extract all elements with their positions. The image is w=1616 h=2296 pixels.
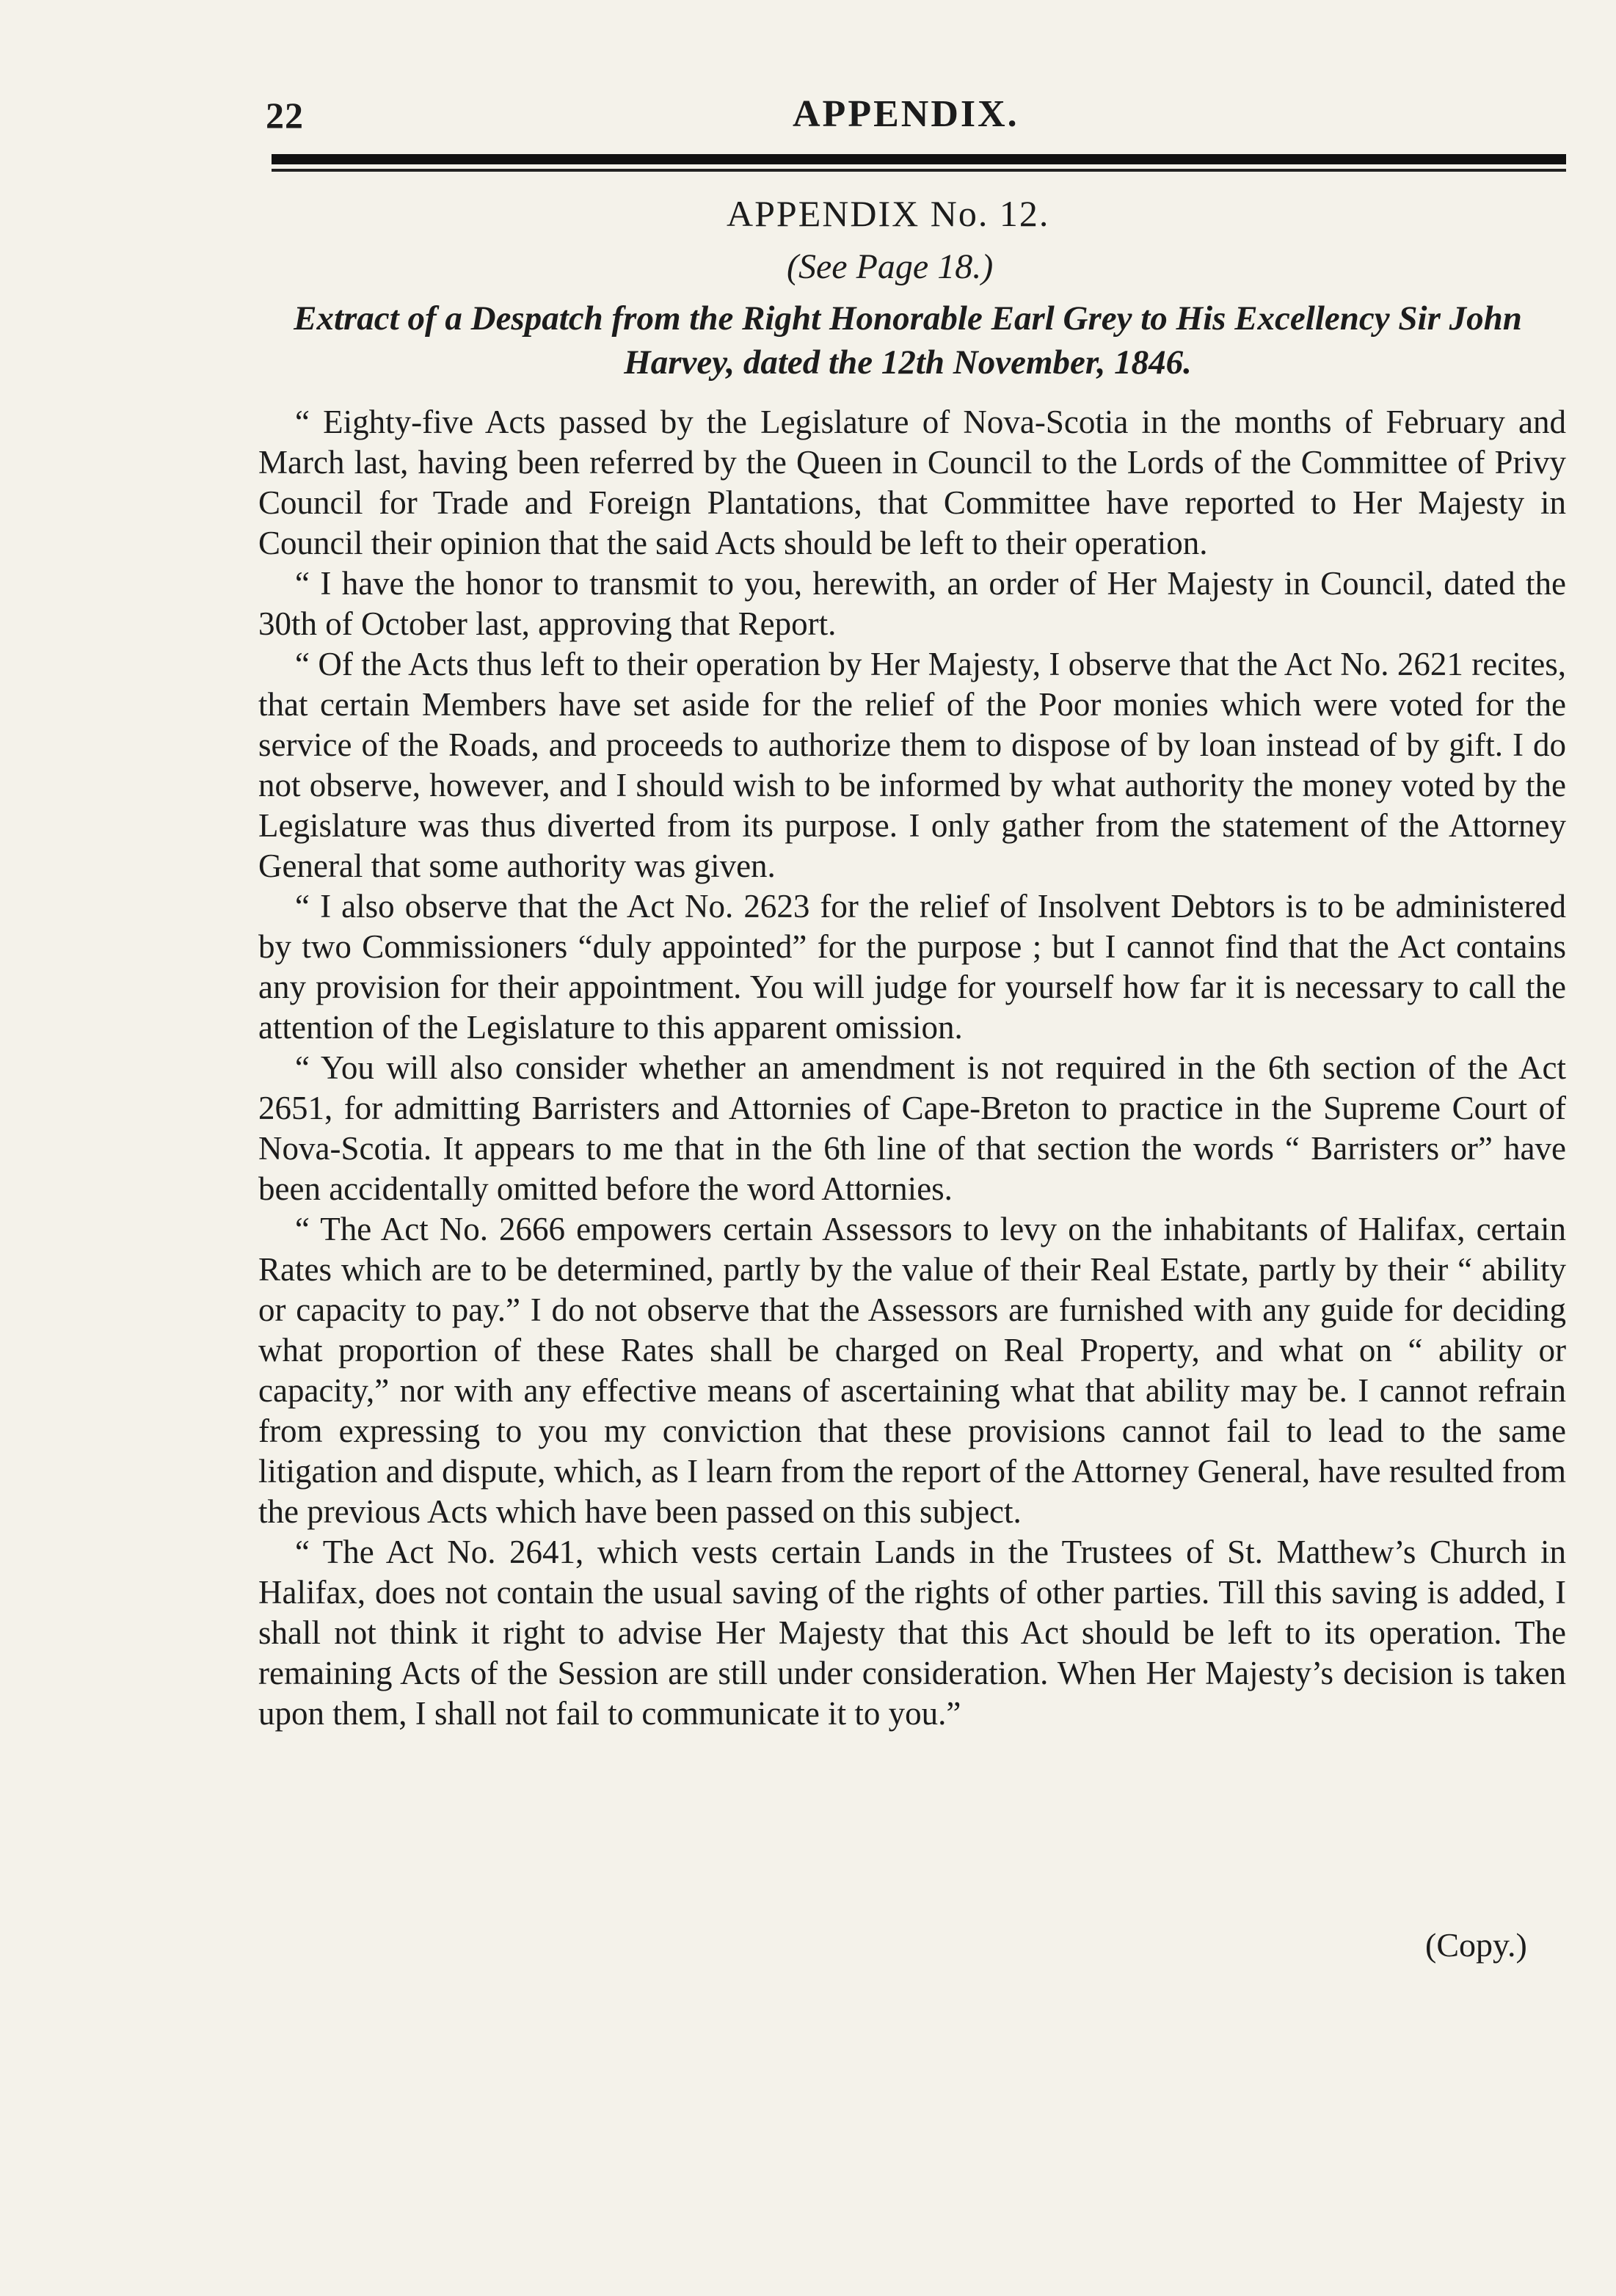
paragraph: “ Of the Acts thus left to their operation by Her Majesty, I observe that the Act No. 2621 recites, that certain Members have set aside for the relief of the Poor monies which were voted for the service of the Roads, and proceeds to authorize them to dispose of by loan instead of by gift. I do not observe, however, and I should wish to be informed by what authority the money voted by the Legislature was thus diverted from its purpose. I only gather from the statement of the Attorney General that some authority was given.: [258, 646, 1566, 884]
paragraph: “ Eighty-five Acts passed by the Legislature of Nova-Scotia in the months of February and March last, having been referred by the Queen in Council to the Lords of the Committee of Privy Council for Trade and Foreign Plantations, that Committee have reported to Her Majesty in Council their opinion that the said Acts should be left to their operation.: [258, 404, 1566, 561]
header-rule-thin: [272, 169, 1566, 172]
extract-title: Extract of a Despatch from the Right Honorable Earl Grey to His Excellency Sir John Harvey, dated the 12th November, 1846.: [294, 299, 1522, 382]
body-text: [258, 402, 1566, 1734]
paragraph: “ I have the honor to transmit to you, herewith, an order of Her Majesty in Council, dated the 30th of October last, approving that Report.: [258, 565, 1566, 642]
paragraph: “ I also observe that the Act No. 2623 for the relief of Insolvent Debtors is to be administered by two Commissioners “duly appointed” for the purpose ; but I cannot find that the Act contains any provision for their appointment. You will judge for yourself how far it is necessary to call the attention of the Legislature to this apparent omission.: [258, 888, 1566, 1046]
running-head: APPENDIX.: [793, 93, 1019, 135]
see-page-reference: (See Page 18.): [787, 247, 994, 286]
paragraph: “ The Act No. 2641, which vests certain Lands in the Trustees of St. Matthew’s Church in Halifax, does not contain the usual saving of the rights of other parties. Till this saving is added, I shall not think it right to advise Her Majesty that this Act should be left to its operation. The remaining Acts of the Session are still under consideration. When Her Majesty’s decision is taken upon them, I shall not fail to communicate it to you.”: [258, 1534, 1566, 1732]
paragraph: “ You will also consider whether an amendment is not required in the 6th section of the Act 2651, for admitting Barristers and Attornies of Cape-Breton to practice in the Supreme Court of Nova-Scotia. It appears to me that in the 6th line of that section the words “ Barristers or” have been accidentally omitted before the word Attornies.: [258, 1049, 1566, 1207]
copy-mark: (Copy.): [1425, 1926, 1527, 1964]
appendix-title: APPENDIX No. 12.: [727, 193, 1050, 234]
paragraph: “ The Act No. 2666 empowers certain Assessors to levy on the inhabitants of Halifax, certain Rates which are to be determined, partly by the value of their Real Estate, partly by their “ ability or capacity to pay.” I do not observe that the Assessors are furnished with any guide for deciding what proportion of these Rates shall be charged on Real Property, and what on “ ability or capacity,” nor with any effective means of ascertaining what that ability may be. I cannot refrain from expressing to you my conviction that these provisions cannot fail to lead to the same litigation and dispute, which, as I learn from the report of the Attorney General, have resulted from the previous Acts which have been passed on this subject.: [258, 1211, 1566, 1530]
header-rule-thick: [272, 154, 1566, 164]
page-number: 22: [266, 95, 304, 136]
